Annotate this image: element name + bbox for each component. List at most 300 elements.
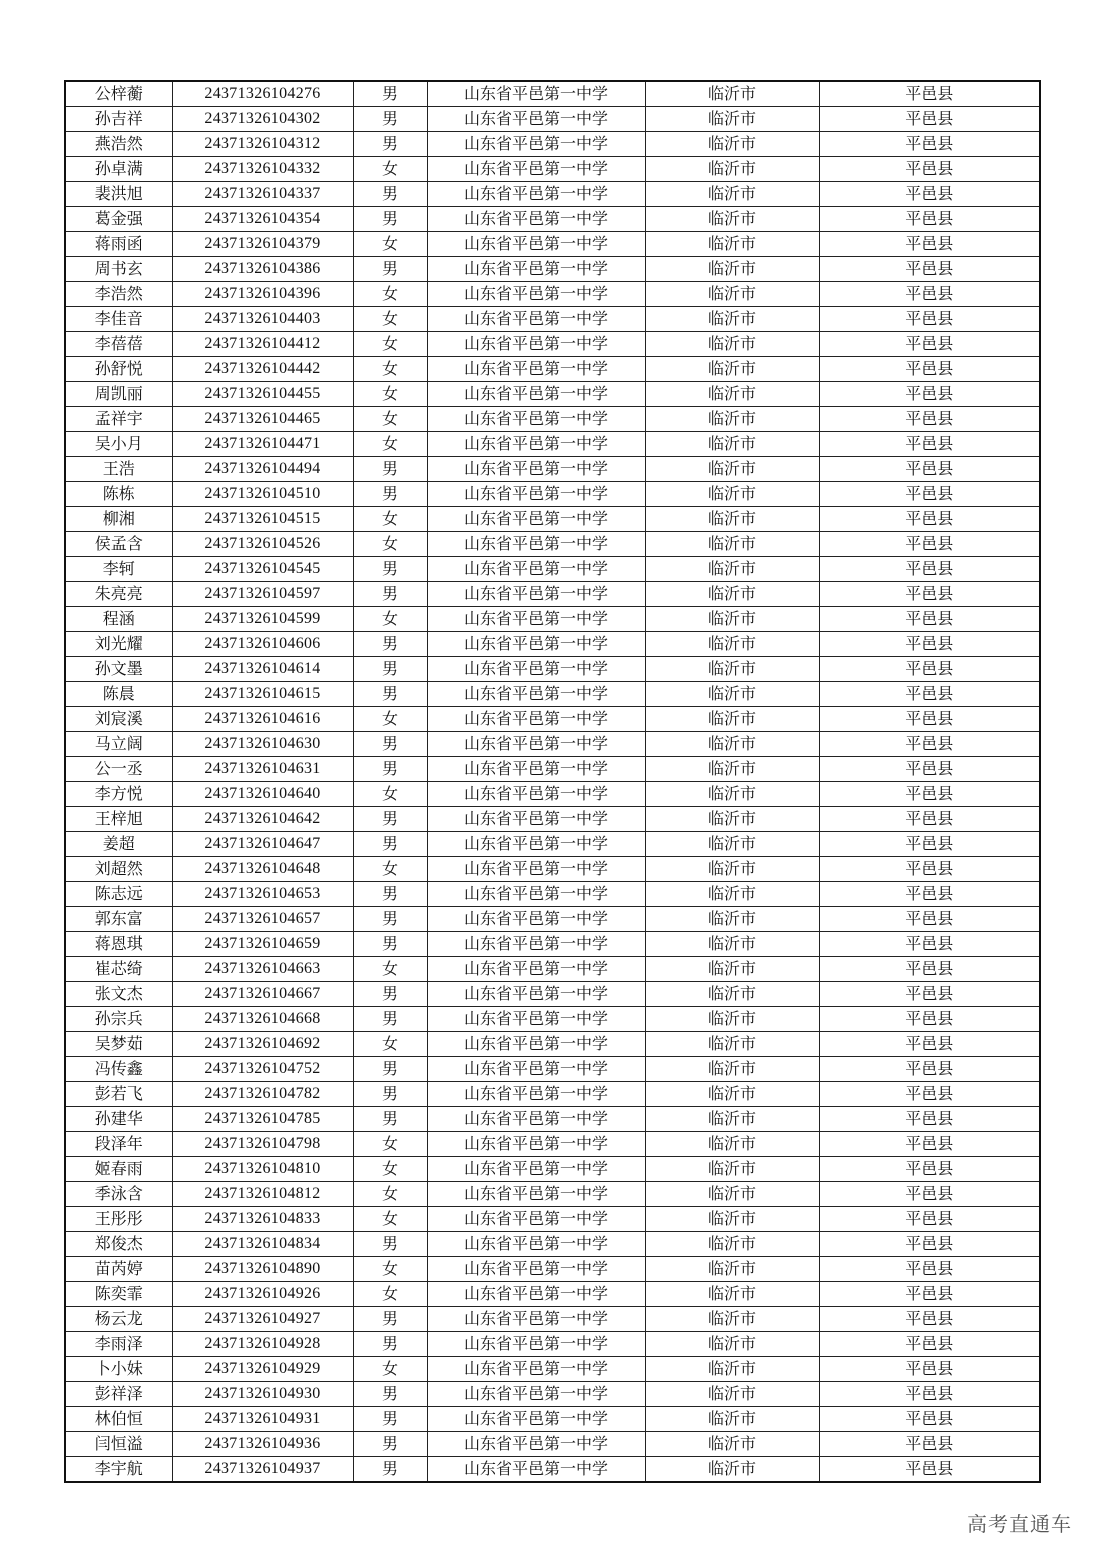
- county-cell: 平邑县: [819, 582, 1040, 607]
- school-cell: 山东省平邑第一中学: [427, 307, 645, 332]
- school-cell: 山东省平邑第一中学: [427, 1382, 645, 1407]
- student-name-cell: 杨云龙: [65, 1307, 172, 1332]
- city-cell: 临沂市: [645, 1207, 819, 1232]
- student-name-cell: 卜小妹: [65, 1357, 172, 1382]
- table-row: [65, 1132, 1040, 1157]
- city-cell: 临沂市: [645, 782, 819, 807]
- table-row: [65, 857, 1040, 882]
- student-name-cell: 李佳音: [65, 307, 172, 332]
- table-row: [65, 357, 1040, 382]
- gender-cell: 女: [353, 607, 427, 632]
- city-cell: 临沂市: [645, 957, 819, 982]
- gender-cell: 女: [353, 1207, 427, 1232]
- exam-id-cell: 24371326104647: [172, 832, 353, 857]
- county-cell: 平邑县: [819, 507, 1040, 532]
- school-cell: 山东省平邑第一中学: [427, 257, 645, 282]
- county-cell: 平邑县: [819, 1157, 1040, 1182]
- county-cell: 平邑县: [819, 382, 1040, 407]
- city-cell: 临沂市: [645, 332, 819, 357]
- exam-id-cell: 24371326104510: [172, 482, 353, 507]
- student-name-cell: 陈栋: [65, 482, 172, 507]
- city-cell: 临沂市: [645, 457, 819, 482]
- table-row: [65, 407, 1040, 432]
- city-cell: 临沂市: [645, 357, 819, 382]
- table-row: [65, 482, 1040, 507]
- school-cell: 山东省平邑第一中学: [427, 207, 645, 232]
- gender-cell: 男: [353, 732, 427, 757]
- exam-id-cell: 24371326104615: [172, 682, 353, 707]
- gender-cell: 男: [353, 132, 427, 157]
- school-cell: 山东省平邑第一中学: [427, 1057, 645, 1082]
- county-cell: 平邑县: [819, 1282, 1040, 1307]
- table-row: [65, 1107, 1040, 1132]
- student-roster-table: [64, 80, 1041, 1483]
- gender-cell: 女: [353, 282, 427, 307]
- student-name-cell: 柳湘: [65, 507, 172, 532]
- gender-cell: 女: [353, 232, 427, 257]
- city-cell: 临沂市: [645, 882, 819, 907]
- gender-cell: 男: [353, 1082, 427, 1107]
- gender-cell: 女: [353, 1357, 427, 1382]
- table-row: [65, 1007, 1040, 1032]
- county-cell: 平邑县: [819, 232, 1040, 257]
- exam-id-cell: 24371326104642: [172, 807, 353, 832]
- school-cell: 山东省平邑第一中学: [427, 632, 645, 657]
- gender-cell: 女: [353, 782, 427, 807]
- school-cell: 山东省平邑第一中学: [427, 682, 645, 707]
- city-cell: 临沂市: [645, 657, 819, 682]
- school-cell: 山东省平邑第一中学: [427, 407, 645, 432]
- city-cell: 临沂市: [645, 257, 819, 282]
- student-name-cell: 蒋恩琪: [65, 932, 172, 957]
- table-row: [65, 982, 1040, 1007]
- table-row: [65, 107, 1040, 132]
- gender-cell: 女: [353, 157, 427, 182]
- exam-id-cell: 24371326104692: [172, 1032, 353, 1057]
- city-cell: 临沂市: [645, 1182, 819, 1207]
- county-cell: 平邑县: [819, 882, 1040, 907]
- student-name-cell: 王浩: [65, 457, 172, 482]
- gender-cell: 男: [353, 457, 427, 482]
- table-row: [65, 557, 1040, 582]
- student-name-cell: 李雨泽: [65, 1332, 172, 1357]
- school-cell: 山东省平邑第一中学: [427, 582, 645, 607]
- exam-id-cell: 24371326104782: [172, 1082, 353, 1107]
- gender-cell: 男: [353, 257, 427, 282]
- exam-id-cell: 24371326104930: [172, 1382, 353, 1407]
- county-cell: 平邑县: [819, 1232, 1040, 1257]
- city-cell: 临沂市: [645, 1332, 819, 1357]
- student-name-cell: 段泽年: [65, 1132, 172, 1157]
- table-row: [65, 1082, 1040, 1107]
- student-name-cell: 孙建华: [65, 1107, 172, 1132]
- student-name-cell: 陈奕霏: [65, 1282, 172, 1307]
- city-cell: 临沂市: [645, 1107, 819, 1132]
- table-row: [65, 1357, 1040, 1382]
- exam-id-cell: 24371326104929: [172, 1357, 353, 1382]
- school-cell: 山东省平邑第一中学: [427, 607, 645, 632]
- city-cell: 临沂市: [645, 432, 819, 457]
- school-cell: 山东省平邑第一中学: [427, 1132, 645, 1157]
- exam-id-cell: 24371326104312: [172, 132, 353, 157]
- county-cell: 平邑县: [819, 782, 1040, 807]
- gender-cell: 女: [353, 857, 427, 882]
- student-name-cell: 侯孟含: [65, 532, 172, 557]
- student-name-cell: 李浩然: [65, 282, 172, 307]
- city-cell: 临沂市: [645, 81, 819, 107]
- exam-id-cell: 24371326104332: [172, 157, 353, 182]
- school-cell: 山东省平邑第一中学: [427, 1182, 645, 1207]
- city-cell: 临沂市: [645, 857, 819, 882]
- student-name-cell: 程涵: [65, 607, 172, 632]
- school-cell: 山东省平邑第一中学: [427, 782, 645, 807]
- student-name-cell: 崔芯绮: [65, 957, 172, 982]
- city-cell: 临沂市: [645, 382, 819, 407]
- gender-cell: 男: [353, 1432, 427, 1457]
- table-row: [65, 332, 1040, 357]
- table-row: [65, 1232, 1040, 1257]
- city-cell: 临沂市: [645, 107, 819, 132]
- gender-cell: 女: [353, 532, 427, 557]
- gender-cell: 男: [353, 807, 427, 832]
- exam-id-cell: 24371326104494: [172, 457, 353, 482]
- city-cell: 临沂市: [645, 482, 819, 507]
- city-cell: 临沂市: [645, 982, 819, 1007]
- gender-cell: 女: [353, 1157, 427, 1182]
- table-row: [65, 532, 1040, 557]
- gender-cell: 女: [353, 1032, 427, 1057]
- county-cell: 平邑县: [819, 1182, 1040, 1207]
- student-name-cell: 蒋雨函: [65, 232, 172, 257]
- table-row: [65, 1407, 1040, 1432]
- school-cell: 山东省平邑第一中学: [427, 1307, 645, 1332]
- gender-cell: 女: [353, 382, 427, 407]
- county-cell: 平邑县: [819, 207, 1040, 232]
- city-cell: 临沂市: [645, 132, 819, 157]
- county-cell: 平邑县: [819, 157, 1040, 182]
- gender-cell: 女: [353, 1257, 427, 1282]
- table-row: [65, 1032, 1040, 1057]
- school-cell: 山东省平邑第一中学: [427, 1107, 645, 1132]
- gender-cell: 男: [353, 482, 427, 507]
- school-cell: 山东省平邑第一中学: [427, 1332, 645, 1357]
- county-cell: 平邑县: [819, 957, 1040, 982]
- city-cell: 临沂市: [645, 282, 819, 307]
- table-row: [65, 732, 1040, 757]
- student-name-cell: 刘超然: [65, 857, 172, 882]
- city-cell: 临沂市: [645, 1032, 819, 1057]
- table-row: [65, 432, 1040, 457]
- gender-cell: 男: [353, 932, 427, 957]
- gender-cell: 男: [353, 1007, 427, 1032]
- county-cell: 平邑县: [819, 607, 1040, 632]
- city-cell: 临沂市: [645, 557, 819, 582]
- table-row: [65, 882, 1040, 907]
- city-cell: 临沂市: [645, 157, 819, 182]
- exam-id-cell: 24371326104648: [172, 857, 353, 882]
- table-row: [65, 582, 1040, 607]
- table-row: [65, 382, 1040, 407]
- exam-id-cell: 24371326104834: [172, 1232, 353, 1257]
- county-cell: 平邑县: [819, 682, 1040, 707]
- county-cell: 平邑县: [819, 857, 1040, 882]
- county-cell: 平邑县: [819, 332, 1040, 357]
- county-cell: 平邑县: [819, 432, 1040, 457]
- city-cell: 临沂市: [645, 1282, 819, 1307]
- exam-id-cell: 24371326104890: [172, 1257, 353, 1282]
- county-cell: 平邑县: [819, 657, 1040, 682]
- school-cell: 山东省平邑第一中学: [427, 882, 645, 907]
- city-cell: 临沂市: [645, 832, 819, 857]
- city-cell: 临沂市: [645, 1057, 819, 1082]
- city-cell: 临沂市: [645, 582, 819, 607]
- county-cell: 平邑县: [819, 757, 1040, 782]
- student-name-cell: 周凯丽: [65, 382, 172, 407]
- exam-id-cell: 24371326104337: [172, 182, 353, 207]
- county-cell: 平邑县: [819, 807, 1040, 832]
- exam-id-cell: 24371326104455: [172, 382, 353, 407]
- exam-id-cell: 24371326104354: [172, 207, 353, 232]
- school-cell: 山东省平邑第一中学: [427, 857, 645, 882]
- school-cell: 山东省平邑第一中学: [427, 532, 645, 557]
- table-row: [65, 1157, 1040, 1182]
- exam-id-cell: 24371326104616: [172, 707, 353, 732]
- exam-id-cell: 24371326104785: [172, 1107, 353, 1132]
- student-name-cell: 李蓓蓓: [65, 332, 172, 357]
- school-cell: 山东省平邑第一中学: [427, 907, 645, 932]
- exam-id-cell: 24371326104276: [172, 81, 353, 107]
- table-row: [65, 1432, 1040, 1457]
- school-cell: 山东省平邑第一中学: [427, 657, 645, 682]
- city-cell: 临沂市: [645, 682, 819, 707]
- county-cell: 平邑县: [819, 732, 1040, 757]
- table-row: [65, 1382, 1040, 1407]
- school-cell: 山东省平邑第一中学: [427, 457, 645, 482]
- student-name-cell: 刘宸溪: [65, 707, 172, 732]
- city-cell: 临沂市: [645, 1382, 819, 1407]
- gender-cell: 男: [353, 1407, 427, 1432]
- county-cell: 平邑县: [819, 532, 1040, 557]
- student-name-cell: 姜超: [65, 832, 172, 857]
- table-row: [65, 257, 1040, 282]
- student-name-cell: 葛金强: [65, 207, 172, 232]
- gender-cell: 男: [353, 907, 427, 932]
- student-name-cell: 燕浩然: [65, 132, 172, 157]
- student-name-cell: 马立阔: [65, 732, 172, 757]
- city-cell: 临沂市: [645, 182, 819, 207]
- student-name-cell: 孟祥宇: [65, 407, 172, 432]
- city-cell: 临沂市: [645, 932, 819, 957]
- school-cell: 山东省平邑第一中学: [427, 832, 645, 857]
- exam-id-cell: 24371326104442: [172, 357, 353, 382]
- school-cell: 山东省平邑第一中学: [427, 81, 645, 107]
- gender-cell: 男: [353, 1382, 427, 1407]
- school-cell: 山东省平邑第一中学: [427, 507, 645, 532]
- school-cell: 山东省平邑第一中学: [427, 1082, 645, 1107]
- gender-cell: 男: [353, 182, 427, 207]
- city-cell: 临沂市: [645, 1132, 819, 1157]
- student-name-cell: 彭若飞: [65, 1082, 172, 1107]
- city-cell: 临沂市: [645, 1357, 819, 1382]
- school-cell: 山东省平邑第一中学: [427, 482, 645, 507]
- city-cell: 临沂市: [645, 1432, 819, 1457]
- county-cell: 平邑县: [819, 907, 1040, 932]
- gender-cell: 男: [353, 632, 427, 657]
- gender-cell: 女: [353, 1282, 427, 1307]
- school-cell: 山东省平邑第一中学: [427, 1282, 645, 1307]
- city-cell: 临沂市: [645, 707, 819, 732]
- student-name-cell: 陈志远: [65, 882, 172, 907]
- student-name-cell: 王彤彤: [65, 1207, 172, 1232]
- exam-id-cell: 24371326104928: [172, 1332, 353, 1357]
- exam-id-cell: 24371326104465: [172, 407, 353, 432]
- city-cell: 临沂市: [645, 1082, 819, 1107]
- gender-cell: 女: [353, 1132, 427, 1157]
- county-cell: 平邑县: [819, 1082, 1040, 1107]
- exam-id-cell: 24371326104515: [172, 507, 353, 532]
- student-name-cell: 苗芮婷: [65, 1257, 172, 1282]
- city-cell: 临沂市: [645, 1257, 819, 1282]
- county-cell: 平邑县: [819, 982, 1040, 1007]
- city-cell: 临沂市: [645, 307, 819, 332]
- gender-cell: 男: [353, 582, 427, 607]
- school-cell: 山东省平邑第一中学: [427, 982, 645, 1007]
- school-cell: 山东省平邑第一中学: [427, 357, 645, 382]
- exam-id-cell: 24371326104412: [172, 332, 353, 357]
- student-name-cell: 孙文墨: [65, 657, 172, 682]
- gender-cell: 男: [353, 1232, 427, 1257]
- school-cell: 山东省平邑第一中学: [427, 1207, 645, 1232]
- student-name-cell: 刘光耀: [65, 632, 172, 657]
- city-cell: 临沂市: [645, 532, 819, 557]
- county-cell: 平邑县: [819, 1357, 1040, 1382]
- exam-id-cell: 24371326104653: [172, 882, 353, 907]
- exam-id-cell: 24371326104926: [172, 1282, 353, 1307]
- table-row: [65, 1282, 1040, 1307]
- gender-cell: 女: [353, 1182, 427, 1207]
- table-row: [65, 1332, 1040, 1357]
- gender-cell: 女: [353, 307, 427, 332]
- exam-id-cell: 24371326104798: [172, 1132, 353, 1157]
- student-name-cell: 孙吉祥: [65, 107, 172, 132]
- student-name-cell: 朱亮亮: [65, 582, 172, 607]
- student-name-cell: 孙宗兵: [65, 1007, 172, 1032]
- exam-id-cell: 24371326104630: [172, 732, 353, 757]
- table-row: [65, 207, 1040, 232]
- table-row: [65, 1257, 1040, 1282]
- county-cell: 平邑县: [819, 1407, 1040, 1432]
- exam-id-cell: 24371326104810: [172, 1157, 353, 1182]
- student-name-cell: 李轲: [65, 557, 172, 582]
- county-cell: 平邑县: [819, 1057, 1040, 1082]
- gender-cell: 男: [353, 81, 427, 107]
- student-name-cell: 公一丞: [65, 757, 172, 782]
- table-row: [65, 81, 1040, 107]
- county-cell: 平邑县: [819, 182, 1040, 207]
- city-cell: 临沂市: [645, 1307, 819, 1332]
- gender-cell: 女: [353, 957, 427, 982]
- exam-id-cell: 24371326104752: [172, 1057, 353, 1082]
- gender-cell: 男: [353, 832, 427, 857]
- county-cell: 平邑县: [819, 1332, 1040, 1357]
- student-name-cell: 姬春雨: [65, 1157, 172, 1182]
- county-cell: 平邑县: [819, 307, 1040, 332]
- exam-id-cell: 24371326104640: [172, 782, 353, 807]
- city-cell: 临沂市: [645, 732, 819, 757]
- table-row: [65, 157, 1040, 182]
- school-cell: 山东省平邑第一中学: [427, 1257, 645, 1282]
- student-name-cell: 季泳含: [65, 1182, 172, 1207]
- school-cell: 山东省平邑第一中学: [427, 807, 645, 832]
- exam-id-cell: 24371326104471: [172, 432, 353, 457]
- county-cell: 平邑县: [819, 1432, 1040, 1457]
- table-row: [65, 1457, 1040, 1483]
- gender-cell: 女: [353, 707, 427, 732]
- gender-cell: 女: [353, 432, 427, 457]
- exam-id-cell: 24371326104396: [172, 282, 353, 307]
- student-name-cell: 陈晨: [65, 682, 172, 707]
- county-cell: 平邑县: [819, 1307, 1040, 1332]
- gender-cell: 男: [353, 207, 427, 232]
- student-name-cell: 郑俊杰: [65, 1232, 172, 1257]
- school-cell: 山东省平邑第一中学: [427, 757, 645, 782]
- school-cell: 山东省平邑第一中学: [427, 157, 645, 182]
- exam-id-cell: 24371326104631: [172, 757, 353, 782]
- school-cell: 山东省平邑第一中学: [427, 932, 645, 957]
- roster-body: [65, 81, 1040, 1482]
- county-cell: 平邑县: [819, 1257, 1040, 1282]
- gender-cell: 男: [353, 1107, 427, 1132]
- table-row: [65, 607, 1040, 632]
- school-cell: 山东省平邑第一中学: [427, 557, 645, 582]
- school-cell: 山东省平邑第一中学: [427, 1032, 645, 1057]
- county-cell: 平邑县: [819, 832, 1040, 857]
- student-name-cell: 冯传鑫: [65, 1057, 172, 1082]
- exam-id-cell: 24371326104614: [172, 657, 353, 682]
- city-cell: 临沂市: [645, 607, 819, 632]
- school-cell: 山东省平邑第一中学: [427, 382, 645, 407]
- county-cell: 平邑县: [819, 107, 1040, 132]
- city-cell: 临沂市: [645, 632, 819, 657]
- student-name-cell: 王梓旭: [65, 807, 172, 832]
- school-cell: 山东省平邑第一中学: [427, 332, 645, 357]
- gender-cell: 男: [353, 1307, 427, 1332]
- county-cell: 平邑县: [819, 1457, 1040, 1483]
- city-cell: 临沂市: [645, 507, 819, 532]
- exam-id-cell: 24371326104936: [172, 1432, 353, 1457]
- table-row: [65, 907, 1040, 932]
- school-cell: 山东省平邑第一中学: [427, 1432, 645, 1457]
- county-cell: 平邑县: [819, 1107, 1040, 1132]
- city-cell: 临沂市: [645, 1457, 819, 1483]
- student-name-cell: 吴小月: [65, 432, 172, 457]
- city-cell: 临沂市: [645, 1407, 819, 1432]
- table-row: [65, 282, 1040, 307]
- student-name-cell: 公梓蘅: [65, 81, 172, 107]
- county-cell: 平邑县: [819, 632, 1040, 657]
- exam-id-cell: 24371326104668: [172, 1007, 353, 1032]
- exam-id-cell: 24371326104927: [172, 1307, 353, 1332]
- exam-id-cell: 24371326104659: [172, 932, 353, 957]
- county-cell: 平邑县: [819, 457, 1040, 482]
- table-row: [65, 132, 1040, 157]
- county-cell: 平邑县: [819, 357, 1040, 382]
- county-cell: 平邑县: [819, 1382, 1040, 1407]
- school-cell: 山东省平邑第一中学: [427, 282, 645, 307]
- school-cell: 山东省平邑第一中学: [427, 707, 645, 732]
- school-cell: 山东省平邑第一中学: [427, 132, 645, 157]
- student-name-cell: 张文杰: [65, 982, 172, 1007]
